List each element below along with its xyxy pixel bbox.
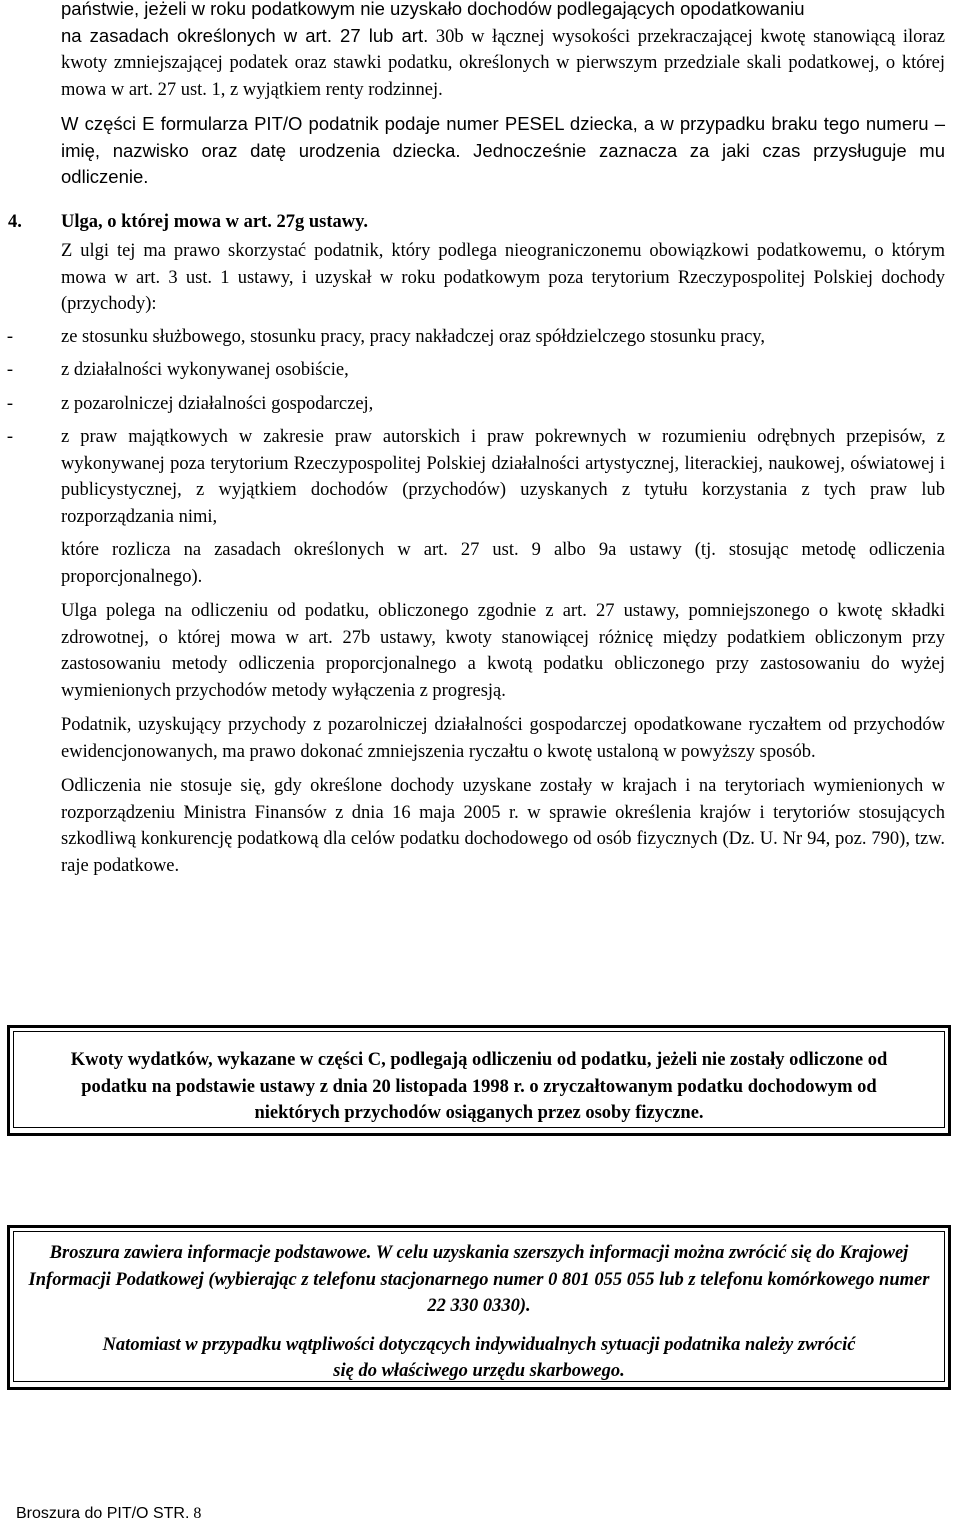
- main-content: [6, 0, 945, 879]
- notice-box-information: [7, 1225, 951, 1390]
- list-item: [6, 391, 945, 418]
- notice-box-information-text: Broszura zawiera informacje podstawowe. W celu uzyskania szerszych informacji można zwrócić się do Krajowej Informacji Podatkowej (wybierając z telefonu stacjonarnego numer 0 801 055 055 lub z telefonu komórkowego numer 22 330 0330).: [28, 1243, 930, 1316]
- notice-box-deductions: [7, 1025, 951, 1136]
- notice-box-information-inner: [13, 1231, 945, 1382]
- footer-page-number: 8: [189, 1505, 202, 1522]
- section-4-heading: [8, 209, 945, 236]
- list-item: [6, 324, 945, 351]
- top-fragment-line1: państwie, jeżeli w roku podatkowym nie uzyskało dochodów podlegających opodatkowaniu: [61, 0, 805, 19]
- notice-box-deductions-inner: [13, 1031, 945, 1128]
- section-4-number: 4.: [8, 211, 22, 232]
- income-type-list: [6, 324, 945, 531]
- tax-haven-paragraph: Odliczenia nie stosuje się, gdy określone dochody uzyskane zostały w krajach i na terytoriach wymienionych w rozporządzeniu Ministra Finansów z dnia 16 maja 2005 r. w sprawie określenia krajów i terytoriów stosujących szkodliwą konkurencję podatkową dla celów podatku dochodowego od osób fizycznych (Dz. U. Nr 94, poz. 790), tzw. raje podatkowe.: [61, 776, 945, 876]
- list-item-text: ze stosunku służbowego, stosunku pracy, pracy nakładczej oraz spółdzielczego stosunku pracy,: [61, 326, 765, 347]
- list-item: [6, 424, 945, 530]
- top-fragment-paragraph: [61, 23, 945, 104]
- after-list-paragraph: które rozlicza na zasadach określonych w art. 27 ust. 9 albo 9a ustawy (tj. stosując metodę odliczenia proporcjonalnego).: [61, 540, 945, 587]
- top-fragment-continuation: 30b w łącznej wysokości przekraczającej kwotę stanowiącą iloraz kwoty zmniejszającej podatek oraz stawki podatku, określonych w pierwszym przedziale skali podatkowej, o której mowa w art. 27 ust. 1, z wyjątkiem renty rodzinnej.: [61, 26, 945, 100]
- list-dash: -: [6, 427, 14, 447]
- top-fragment-line2-start: na zasadach określonych w art. 27 lub art.: [61, 24, 429, 46]
- list-dash: -: [6, 326, 14, 347]
- list-item: [6, 357, 945, 384]
- section-4-title: Ulga, o której mowa w art. 27g ustawy.: [61, 211, 368, 232]
- list-item-text: z pozarolniczej działalności gospodarczej,: [61, 393, 374, 414]
- notice-box-tax-office-text: Natomiast w przypadku wątpliwości dotyczących indywidualnych sytuacji podatnika należy zwrócić się do właściwego urzędu skarbowego.: [102, 1334, 856, 1381]
- list-dash: -: [6, 360, 14, 380]
- relief-calculation-paragraph: Ulga polega na odliczeniu od podatku, obliczonego zgodnie z art. 27 ustawy, pomniejszonego o kwotę składki zdrowotnej, o której mowa w art. 27b ustawy, kwoty stanowiącej różnicę między podatkiem obliczonym przy zastosowaniu metody odliczenia proporcjonalnego a kwotą podatku obliczonego przy zastosowaniu do wyżej wymienionych przychodów metody wyłączenia z progresją.: [61, 601, 945, 701]
- section-4-intro: Z ulgi tej ma prawo skorzystać podatnik, który podlega nieograniczonemu obowiązkowi podatkowemu, o którym mowa w art. 3 ust. 1 ustawy, i uzyskał w roku podatkowym poza terytorium Rzeczypospolitej Polskiej dochody (przychody):: [61, 241, 945, 314]
- footer-label: Broszura do PIT/O STR.: [16, 1505, 190, 1522]
- page-footer: [16, 1503, 201, 1525]
- list-item-text: z działalności wykonywanej osobiście,: [61, 360, 349, 380]
- list-item-text: z praw majątkowych w zakresie praw autorskich i praw pokrewnych w rozumieniu odrębnych przepisów, z wykonywanej poza terytorium Rzeczypospolitej Polskiej działalności artystycznej, literackiej, naukowej, oświatowej i publicystycznej, z wyjątkiem dochodów (przychodów) uzyskanych z tytułu korzystania z tych praw lub rozporządzania nimi,: [61, 427, 945, 527]
- notice-box-deductions-text: Kwoty wydatków, wykazane w części C, podlegają odliczeniu od podatku, jeżeli nie zostały odliczone od podatku na podstawie ustawy z dnia 20 listopada 1998 r. o zryczałtowanym podatku dochodowym od niektórych przychodów osiąganych przez osoby fizyczne.: [70, 1050, 888, 1123]
- lump-sum-paragraph: Podatnik, uzyskujący przychody z pozarolniczej działalności gospodarczej opodatkowane ryczałtem od przychodów ewidencjonowanych, ma prawo dokonać zmniejszenia ryczałtu o kwotę ustaloną w powyższy sposób.: [61, 715, 945, 762]
- paragraph-part-e: W części E formularza PIT/O podatnik podaje numer PESEL dziecka, a w przypadku braku tego numeru – imię, nazwisko oraz datę urodzenia dziecka. Jednocześnie zaznacza za jaki czas przysługuje mu odliczenie.: [61, 113, 945, 187]
- list-dash: -: [6, 393, 14, 414]
